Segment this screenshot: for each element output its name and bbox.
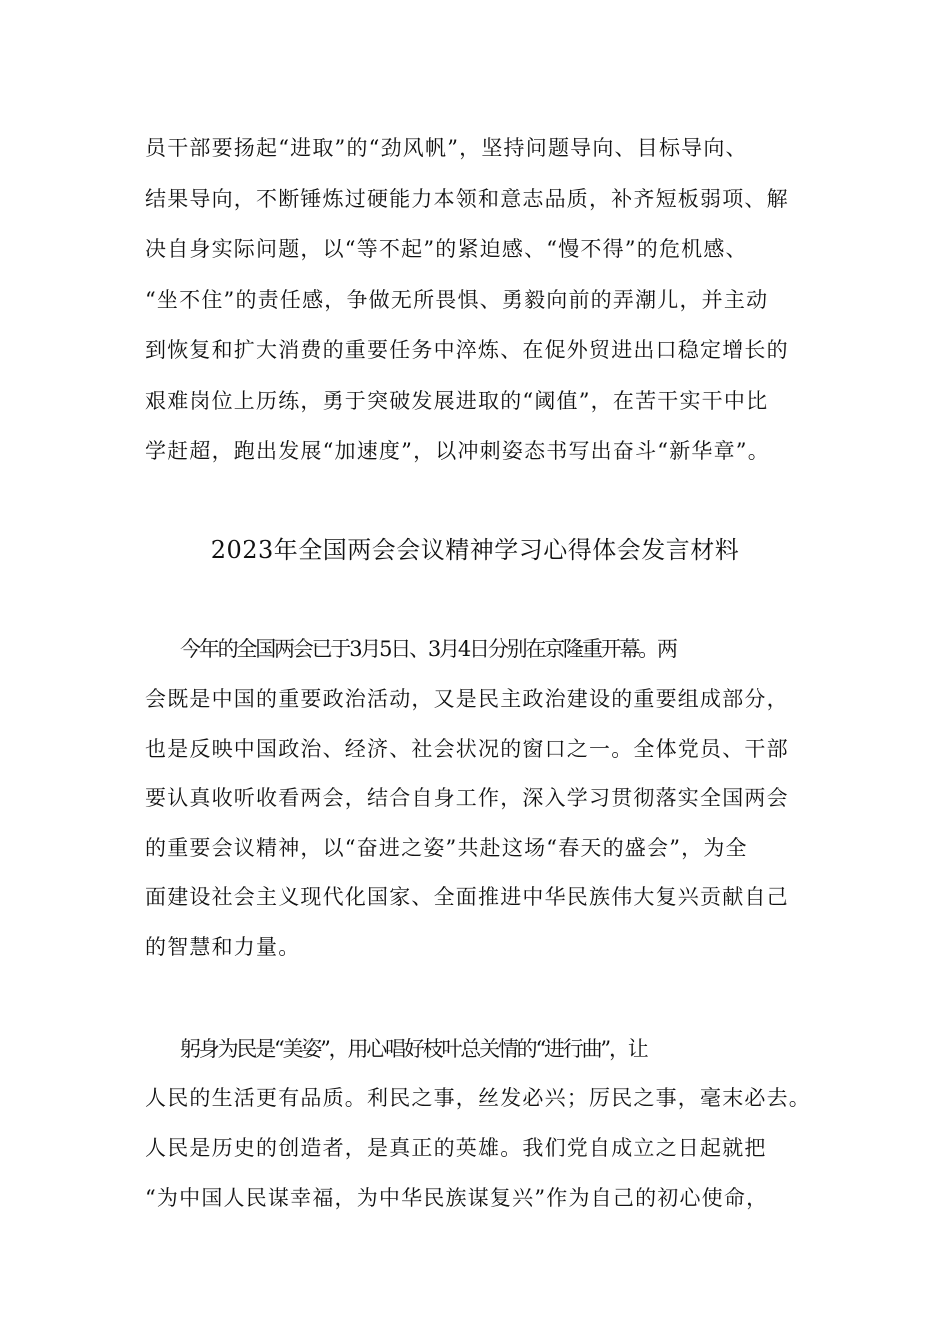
text-line: 躬身为民是“美姿”，用心唱好枝叶总关情的“进行曲”，让 [180,1037,647,1061]
text-line: 决自身实际问题，以“等不起”的紧迫感、“慢不得”的危机感、 [145,237,748,261]
text-line: 学赶超，跑出发展“加速度”，以冲刺姿态书写出奋斗“新华章”。 [145,439,770,463]
text-line: 人民是历史的创造者，是真正的英雄。我们党自成立之日起就把 [145,1136,767,1160]
text-line: “坐不住”的责任感，争做无所畏惧、勇毅向前的弄潮儿，并主动 [145,288,769,312]
text-line: 员干部要扬起“进取”的“劲风帆”，坚持问题导向、目标导向、 [145,136,748,160]
text-line: 会既是中国的重要政治活动，又是民主政治建设的重要组成部分， [145,687,789,711]
text-line: “为中国人民谋幸福，为中华民族谋复兴”作为自己的初心使命， [145,1186,769,1210]
text-line: 面建设社会主义现代化国家、全面推进中华民族伟大复兴贡献自己 [145,885,789,909]
text-line: 要认真收听收看两会，结合自身工作，深入学习贯彻落实全国两会 [145,786,789,810]
text-line: 人民的生活更有品质。利民之事，丝发必兴；厉民之事，毫末必去。 [145,1086,811,1110]
text-line: 艰难岗位上历练，勇于突破发展进取的“阈值”，在苦干实干中比 [145,389,769,413]
document-title: 2023年全国两会会议精神学习心得体会发言材料 [210,536,740,564]
text-line: 结果导向，不断锤炼过硬能力本领和意志品质，补齐短板弱项、解 [145,187,789,211]
text-line: 的智慧和力量。 [145,935,301,959]
text-line: 今年的全国两会已于3月5日、3月4日分别在京隆重开幕。两 [180,637,676,661]
text-line: 的重要会议精神，以“奋进之姿”共赴这场“春天的盛会”，为全 [145,836,748,860]
text-line: 也是反映中国政治、经济、社会状况的窗口之一。全体党员、干部 [145,737,789,761]
text-line: 到恢复和扩大消费的重要任务中淬炼、在促外贸进出口稳定增长的 [145,338,789,362]
